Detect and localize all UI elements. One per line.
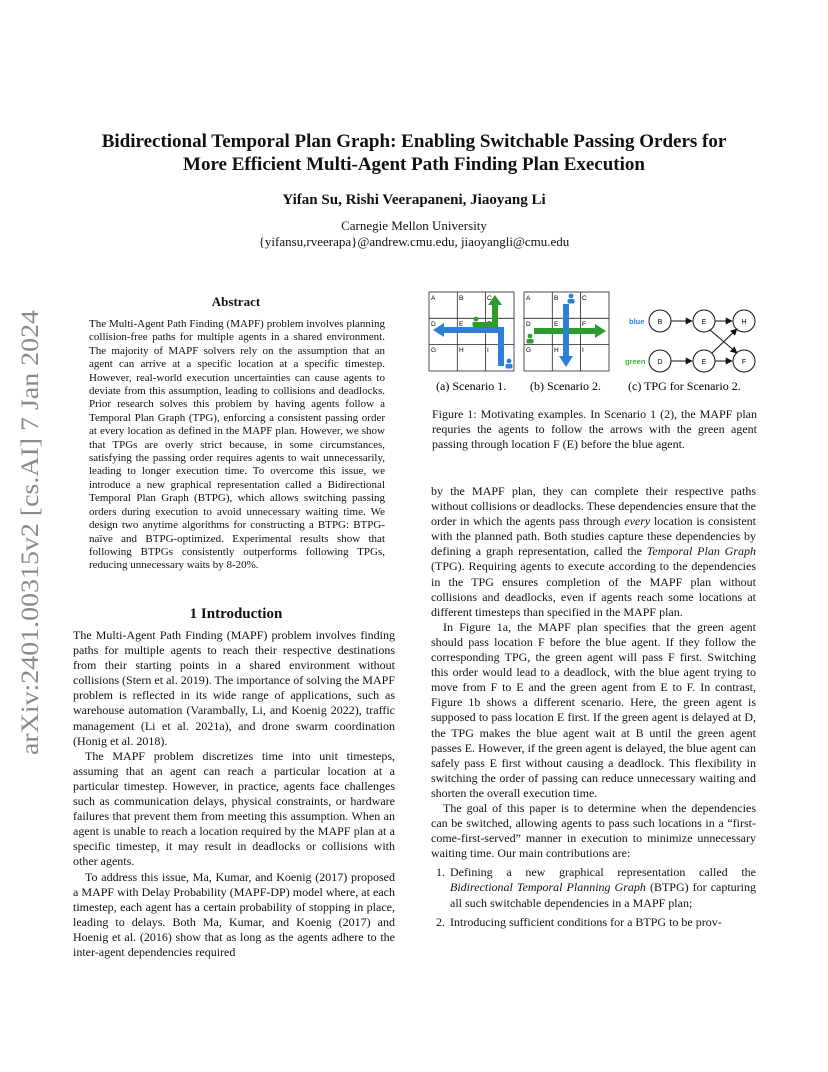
left-column-body (73, 628, 395, 960)
cell-label: E (459, 321, 464, 328)
scenario-2-grid (524, 292, 609, 371)
text-run: Defining a new graphical representation called the (450, 865, 756, 880)
green-arrowhead (595, 324, 606, 338)
title-line-1: Bidirectional Temporal Plan Graph: Enabling Switchable Passing Orders for (101, 131, 727, 152)
tpg-green-label: green (625, 357, 646, 366)
cell-label: H (459, 347, 464, 354)
cell-label: A (431, 295, 436, 302)
intro-paragraph-figure1: In Figure 1a, the MAPF plan specifies that the green agent should pass location F before the blue agent. If they follow the corresponding TPG, the green agent will pass F first. Switching this order would lead to a deadlock, with the blue agent trying to move from F to E and the green agent from E to F. In contrast, Figure 1b shows a different scenario. Here, the green agent is supposed to pass location E first. If the green agent is delayed at D, the TPG makes the blue agent wait at B until the green agent passes E. However, if the green agent is delayed, the blue agent can safely pass E first without causing a deadlock. This flexibility in switching the order of passing can reduce unnecessary waiting and shorten the overall execution time. (431, 619, 756, 800)
affiliation: Carnegie Mellon University (341, 218, 487, 233)
cell-label: H (554, 347, 559, 354)
figure-1 (427, 290, 762, 402)
figure-1-graphics (427, 290, 762, 402)
tpg-blue-label: blue (629, 317, 645, 326)
tpg-node-label: E (701, 319, 707, 326)
tpg-node-label: F (741, 359, 747, 366)
cell-label: G (526, 347, 532, 354)
contribution-item: 2. Introducing sufficient conditions for a BTPG to be prov- (448, 915, 756, 930)
blue-agent-icon (506, 359, 513, 369)
right-column-body (431, 484, 756, 934)
text-run: (TPG). Requiring agents to execute according to the dependencies in the TPG ensures completion of the MAPF plan without collisions and deadlocks, even if agents reach some locations at different timesteps than specified in the MAPF plan. (431, 559, 756, 619)
paper-title (60, 130, 768, 176)
subcaption-b: (b) Scenario 2. (530, 379, 601, 393)
tpg-scenario-2 (625, 310, 755, 372)
emphasis-tpg: Temporal Plan Graph (646, 544, 756, 559)
intro-paragraph-2: The MAPF problem discretizes time into unit timesteps, assuming that an agent can reach a particular location at a particular timestep. However, in practice, agents face challenges such as communication delays, physical constraints, or hardware failures that prevent them from meeting this assumption. When an agent is unable to reach a location required by the MAPF plan at a specific timestep, it may result in deadlocks or collisions with other agents. (73, 748, 395, 869)
subcaption-a: (a) Scenario 1. (436, 379, 507, 393)
cell-label: B (459, 295, 464, 302)
emphasis-every: every (624, 514, 651, 529)
affiliation-block (60, 218, 768, 250)
cell-label: D (526, 321, 531, 328)
text-run: location is consistent with the planned path. Both studies capture these dependencies by defining a graph representation, called the (431, 514, 757, 559)
arxiv-identifier (6, 300, 46, 770)
cell-label: F (582, 321, 586, 328)
emphasis-btpg: Bidirectional Temporal Planning Graph (450, 880, 646, 895)
intro-paragraph-3: To address this issue, Ma, Kumar, and Koenig (2017) proposed a MAPF with Delay Probability (MAPF-DP) model where, at each timestep, each agent has a certain probability of stopping in place, leading to delays. Both Ma, Kumar, and Koenig (2017) and Hoenig et al. (2016) show that as long as the agents adhere to the inter-agent dependencies required (73, 869, 395, 959)
cell-label: A (526, 295, 531, 302)
tpg-node-label: E (701, 359, 707, 366)
contributions-list (431, 865, 756, 929)
blue-path-arrow (443, 330, 501, 366)
abstract-text: The Multi-Agent Path Finding (MAPF) problem involves planning collision-free paths for multiple agents in a shared environment. The majority of MAPF solvers rely on the assumption that an agent can arrive at a specific location at a specific timestep. However, real-world execution uncertainties can cause agents to deviate from this assumption, leading to collisions and deadlocks. Prior research solves this problem by having agents follow a Temporal Plan Graph (TPG), enforcing a consistent passing order at every location as defined in the MAPF plan. However, we show that TPGs are overly strict because, in some circumstances, satisfying the passing order requires agents to wait unnecessarily, leading to longer execution time. To overcome this issue, we introduce a new graphical representation called a Bidirectional Temporal Plan Graph (BTPG), which allows switching passing orders during execution to avoid unnecessary waiting time. We design two anytime algorithms for constructing a BTPG: BTPG-naïve and BTPG-optimized. Experimental results show that following BTPGs consistently outperforms following TPGs, reducing unnecessary waits by 8-20%. (89, 318, 385, 572)
cell-label: G (431, 347, 437, 354)
cell-label: B (554, 295, 559, 302)
contribution-item (448, 865, 756, 910)
tpg-node-label: B (657, 319, 663, 326)
cell-label: E (554, 321, 559, 328)
tpg-node-label: H (741, 319, 747, 326)
text-run: by the MAPF plan, they can complete their respective paths without collisions or deadlocks. These dependencies ensure that the order in which the agents pass through (431, 484, 756, 529)
cell-label: C (582, 295, 587, 302)
section-heading-introduction: 1 Introduction (189, 606, 283, 622)
intro-paragraph-1: The Multi-Agent Path Finding (MAPF) problem involves finding paths for multiple agents to reach their respective destinations from their starting points in a shared environment without collisions (Stern et al. 2019). The importance of solving the MAPF problem is reflected in its wide range of applications, such as warehouse automation (Varambally, Li, and Koenig 2022), traffic management (Li et al. 2021a), and drone swarm coordination (Honig et al. 2018). (73, 628, 395, 748)
text-run: (BTPG) for capturing all such switchable dependencies in a MAPF plan; (450, 880, 757, 910)
cell-label: C (487, 295, 492, 302)
figure-1-caption: Figure 1: Motivating examples. In Scenario 1 (2), the MAPF plan requries the agents to follow the arrows with the green agent passing through location F (E) before the blue agent. (432, 407, 757, 452)
scenario-1-grid (429, 292, 514, 371)
intro-paragraph-goal: The goal of this paper is to determine when the dependencies can be switched, allowing agents to pass such locations in a “first-come-first-served” manner in execution to minimize unnecessary waiting time. Our main contributions are: (431, 800, 756, 861)
blue-arrowhead (559, 356, 573, 367)
intro-paragraph-continued (431, 484, 756, 620)
subcaption-c: (c) TPG for Scenario 2. (628, 379, 741, 393)
cell-label: F (487, 321, 491, 328)
green-agent-icon (527, 334, 534, 344)
green-path-arrow (473, 304, 495, 325)
tpg-node-label: D (657, 359, 663, 366)
blue-agent-icon (568, 294, 575, 304)
cell-label: I (582, 347, 584, 354)
cell-label: I (487, 347, 489, 354)
title-line-2: More Efficient Multi-Agent Path Finding Plan Execution (183, 154, 645, 175)
authors: Yifan Su, Rishi Veerapaneni, Jiaoyang Li (282, 192, 546, 208)
arxiv-id-text: arXiv:2401.00315v2 [cs.AI] 7 Jan 2024 (17, 356, 44, 755)
cell-label: D (431, 321, 436, 328)
abstract-heading: Abstract (211, 294, 261, 309)
emails: {yifansu,rveerapa}@andrew.cmu.edu, jiaoyangli@cmu.edu (258, 234, 570, 249)
